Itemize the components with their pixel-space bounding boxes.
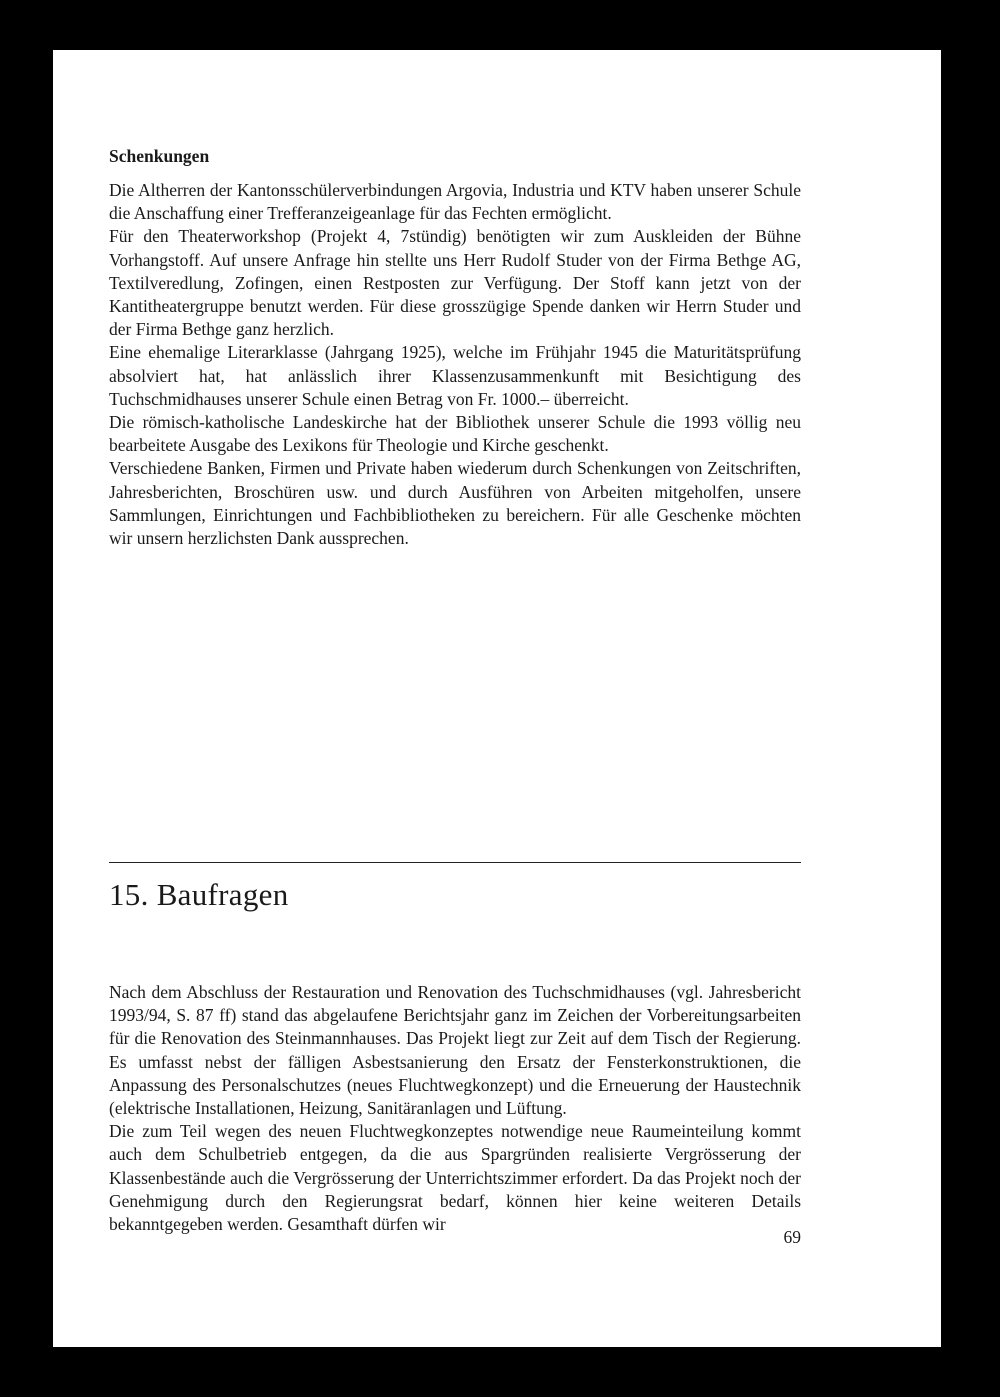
paragraph: Für den Theaterworkshop (Projekt 4, 7stündig) benötigten wir zum Auskleiden der Bühne Vorhangstoff. Auf unsere Anfrage hin stellte uns Herr Rudolf Studer von der Firma Bethge AG, Textilveredlung, Zofingen, einen Restposten zur Verfügung. Der Stoff kann jetzt von der Kantitheatergruppe benutzt werden. Für diese grosszügige Spende danken wir Herrn Studer und der Firma Bethge ganz herzlich. [109,226,801,340]
section-heading: Schenkungen [109,146,210,166]
page-number: 69 [783,1227,801,1247]
section-body [109,179,801,550]
paragraph: Eine ehemalige Literarklasse (Jahrgang 1925), welche im Frühjahr 1945 die Maturitätsprüfung absolviert hat, hat anlässlich ihrer Klassenzusammenkunft mit Besichtigung des Tuchschmidhauses unserer Schule einen Betrag von Fr. 1000.– überreicht. [109,342,801,409]
document-page [53,50,941,1347]
paragraph: Verschiedene Banken, Firmen und Private haben wiederum durch Schenkungen von Zeitschriften, Jahresberichten, Broschüren usw. und durch Ausführen von Arbeiten mitgeholfen, unsere Sammlungen, Einrichtungen und Fachbibliotheken zu bereichern. Für alle Geschenke möchten wir unsern herzlichsten Dank aussprechen. [109,458,801,549]
paragraph: Die zum Teil wegen des neuen Fluchtwegkonzeptes notwendige neue Raumeinteilung kommt auch dem Schulbetrieb entgegen, da die aus Spargründen realisierte Vergrösserung der Klassenbestände auch die Vergrösserung der Unterrichtszimmer erfordert. Da das Projekt noch der Genehmigung durch den Regierungsrat bedarf, können hier keine weiteren Details bekanntgegeben werden. Gesamthaft dürfen wir [109,1121,801,1235]
paragraph: Die Altherren der Kantonsschülerverbindungen Argovia, Industria und KTV haben unserer Schule die Anschaffung einer Trefferanzeigeanlage für das Fechten ermöglicht. [109,180,801,224]
paragraph: Die römisch-katholische Landeskirche hat der Bibliothek unserer Schule die 1993 völlig neu bearbeitete Ausgabe des Lexikons für Theologie und Kirche geschenkt. [109,412,801,456]
paragraph: Nach dem Abschluss der Restauration und Renovation des Tuchschmidhauses (vgl. Jahresbericht 1993/94, S. 87 ff) stand das abgelaufene Berichtsjahr ganz im Zeichen der Vorbereitungsarbeiten für die Renovation des Steinmannhauses. Das Projekt liegt zur Zeit auf dem Tisch der Regierung. Es umfasst nebst der fälligen Asbestsanierung den Ersatz der Fensterkonstruktionen, die Anpassung des Personalschutzes (neues Fluchtwegkonzept) und die Erneuerung der Haustechnik (elektrische Installationen, Heizung, Sanitäranlagen und Lüftung. [109,982,801,1119]
chapter-title: 15. Baufragen [109,877,289,912]
chapter-body [109,981,801,1236]
chapter-divider [109,862,801,863]
